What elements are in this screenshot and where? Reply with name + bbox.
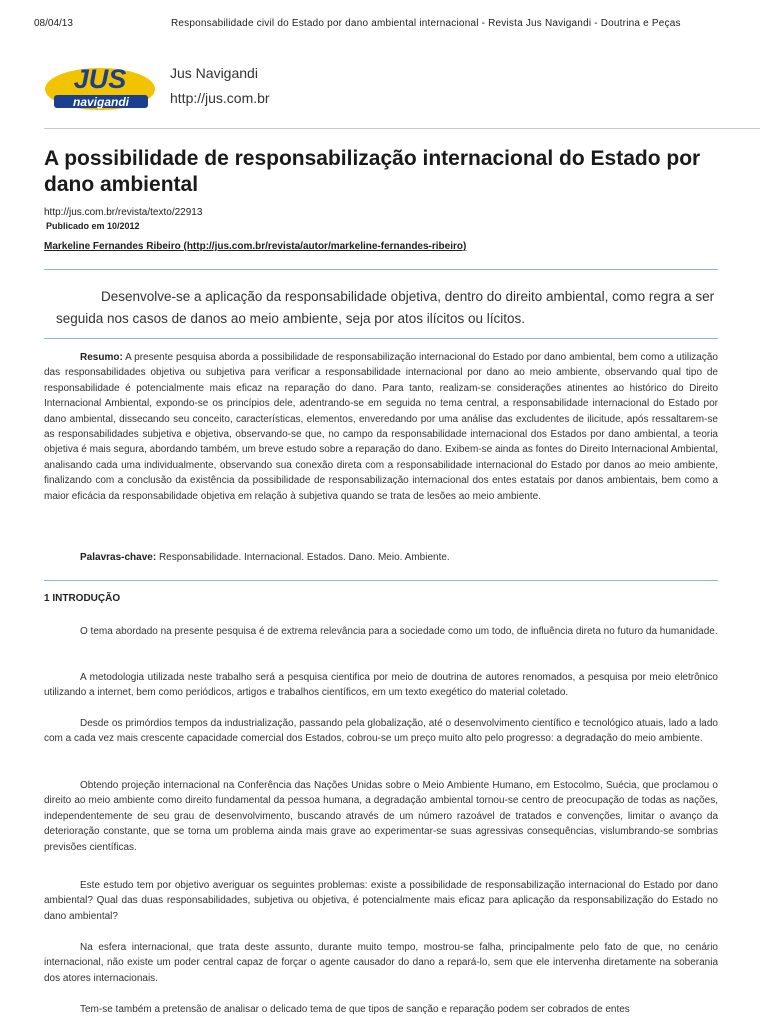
article-url[interactable]: http://jus.com.br/revista/texto/22913 — [44, 207, 203, 218]
section-title: 1 INTRODUÇÃO — [44, 593, 121, 604]
paragraph: Este estudo tem por objetivo averiguar os seguintes problemas: existe a possibilidade de responsabilização internacional do Estado por dano ambiental? Qual das duas responsabilidades, subjetiva ou objetiva, é potencialmente mais eficaz para aplicação da responsabilização do Estado no dano ambiental? — [44, 880, 718, 922]
print-date: 08/04/13 — [34, 18, 73, 29]
keywords-text: Responsabilidade. Internacional. Estados. Dano. Meio. Ambiente. — [158, 552, 450, 563]
article-lead: Desenvolve-se a aplicação da responsabilidade objetiva, dentro do direito ambiental, como regra a ser seguida nos casos de danos ao meio ambiente, seja por atos ilícitos ou lícitos. — [56, 289, 715, 326]
paragraph: O tema abordado na presente pesquisa é de extrema relevância para a sociedade como um todo, de influência direta no futuro da humanidade. — [80, 626, 718, 637]
keywords — [44, 550, 718, 565]
paragraph: Tem-se também a pretensão de analisar o delicado tema de que tipos de sanção e reparação podem ser cobrados de entes — [80, 1004, 630, 1015]
article-title: A possibilidade de responsabilização internacional do Estado por dano ambiental — [44, 147, 701, 196]
header-divider — [44, 128, 760, 129]
divider-2 — [44, 338, 718, 339]
paragraph: Desde os primórdios tempos da industrialização, passando pela globalização, até o desenvolvimento científico e tecnológico atuais, lado a lado com a cada vez mais crescente capacidade comercial dos Estados, cobrou-se um preço muito alto pelo progresso: a degradação do meio ambiente. — [44, 718, 718, 745]
publish-date: Publicado em 10/2012 — [46, 221, 140, 231]
abstract — [44, 350, 718, 504]
paragraph: A metodologia utilizada neste trabalho será a pesquisa cientifica por meio de doutrina de autores renomados, a pesquisa por meio eletrônico utilizando a internet, bem como periódicos, artigos e trabalhos científicos, em um texto exegético do material coletado. — [44, 672, 718, 699]
abstract-label: Resumo: — [80, 352, 123, 363]
jus-navigandi-logo[interactable] — [44, 62, 156, 112]
paragraph: Obtendo projeção internacional na Conferência das Nações Unidas sobre o Meio Ambiente Humano, em Estocolmo, Suécia, que proclamou o direito ao meio ambiente como direito fundamental da pessoa humana, a degradação ambiental tornou-se centro de preocupação de todas as nações, independentemente de seu grau de desenvolvimento, buscando através de um número razoável de tratados e convenções, limitar o avanço da deterioração constante, que se torna um problema ainda mais grave ao experimentar-se suas agressivas consequências, vislumbrando-se sombrias previsões científicas. — [44, 780, 718, 853]
site-url[interactable]: http://jus.com.br — [170, 90, 270, 106]
keywords-label: Palavras-chave: — [80, 552, 157, 563]
divider-1 — [44, 269, 718, 270]
abstract-text: A presente pesquisa aborda a possibilidade de responsabilização internacional do Estado por dano ambiental, bem como a utilização das responsabilidades objetiva ou subjetiva para verificar a responsabilidade internacional por dano ao meio ambiente, observando qual tipo de responsabilidade é potencialmente mais eficaz na reparação do dano. Para tanto, realizam-se considerações atinentes ao histórico do Direito Internacional Ambiental, expondo-se os princípios dele, adentrando-se em seguida no tema central, a responsabilidade internacional do Estado por dano ambiental, dissecando seu conceito, características, elementos, enveredando por uma análise das excludentes de ilicitude, após ressaltarem-se as responsabilidades subjetiva e objetiva, observando-se que, no campo da responsabilidade internacional dos Estados por dano ambiental, a teoria objetiva é mais segura, abordando também, um breve estudo sobre a reparação do dano. Exibem-se ainda as fontes do Direito Internacional Ambiental, analisando cada uma individualmente, observando sua conexão direta com a responsabilidade internacional do Estado por danos ao meio ambiente, finalizando com a conclusão da existência da possibilidade de responsabilização internacional dos entes estatais por danos ambientais, bem como a maior eficácia da responsabilidade objetiva em relação à subjetiva quando se trata de lesões ao meio ambiente. — [44, 352, 718, 502]
print-title: Responsabilidade civil do Estado por dano ambiental internacional - Revista Jus Navigandi - Doutrina e Peças — [171, 18, 681, 29]
paragraph: Na esfera internacional, que trata deste assunto, durante muito tempo, mostrou-se falha, principalmente pelo fato de que, no cenário internacional, não existe um poder central capaz de forçar o agente causador do dano a repará-lo, sem que ele intervenha diretamente na soberania dos atores internacionais. — [44, 942, 718, 984]
logo-text-bottom: navigandi — [72, 95, 130, 109]
site-brand — [44, 60, 724, 114]
author-link[interactable]: Markeline Fernandes Ribeiro (http://jus.com.br/revista/autor/markeline-fernandes-ribeiro) — [44, 241, 467, 252]
logo-text-top: JUS — [73, 64, 127, 94]
divider-3 — [44, 580, 718, 581]
site-name: Jus Navigandi — [170, 65, 258, 81]
